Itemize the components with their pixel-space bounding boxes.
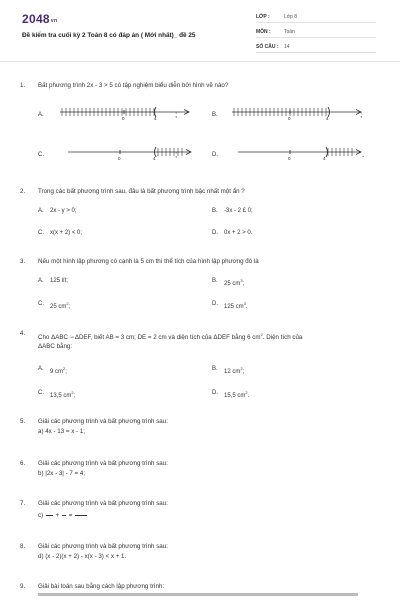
question-text-cutoff bbox=[38, 592, 378, 596]
meta-question-count bbox=[256, 44, 376, 53]
option-letter: C. bbox=[38, 301, 44, 307]
option-letter: A. bbox=[38, 278, 44, 284]
option-letter: C. bbox=[38, 152, 44, 158]
option-letter: C. bbox=[38, 390, 44, 396]
option-letter: A. bbox=[38, 366, 44, 372]
question-text: Giải các phương trình và bất phương trình sau: bbox=[38, 500, 168, 507]
tick-label-0: 0 bbox=[288, 156, 291, 161]
exponent: 2 bbox=[240, 366, 243, 371]
meta-value: Lớp 8 bbox=[284, 14, 298, 20]
page-header bbox=[0, 0, 400, 62]
option-letter: B. bbox=[212, 208, 218, 214]
tick-label-4: 4 bbox=[154, 116, 157, 121]
brand-name: 2048 bbox=[22, 12, 50, 26]
option-value: 2x - y > 0; bbox=[50, 208, 77, 214]
question-text-part: . Diện tích của bbox=[262, 334, 303, 342]
question-8 bbox=[20, 543, 380, 567]
separator: ; bbox=[360, 110, 363, 119]
question-7 bbox=[20, 500, 380, 528]
fraction-1 bbox=[45, 511, 54, 520]
tick-label-4: 4 bbox=[153, 156, 156, 161]
meta-label: LỚP : bbox=[256, 14, 270, 20]
question-text: Nếu một hình lập phương có cạnh là 5 cm thì thể tích của hình lập phương đó là bbox=[38, 258, 259, 265]
question-number: 6. bbox=[20, 460, 26, 467]
question-subpart: b) |2x - 3| - 7 = 4; bbox=[38, 470, 86, 477]
meta-value: Toán bbox=[284, 29, 295, 35]
option-letter: A. bbox=[38, 112, 44, 118]
question-9 bbox=[20, 583, 380, 600]
subpart-label: c) bbox=[38, 512, 44, 520]
option-end: . bbox=[247, 393, 250, 399]
option-letter: D. bbox=[212, 152, 218, 158]
question-number: 4. bbox=[20, 330, 26, 337]
question-number: 1. bbox=[20, 82, 26, 89]
separator: . bbox=[362, 150, 365, 159]
question-number: 5. bbox=[20, 418, 26, 425]
question-text: Bất phương trình 2x - 3 > 5 có tập nghiệm biểu diễn bởi hình vẽ nào? bbox=[38, 82, 229, 89]
separator: ; bbox=[175, 110, 178, 119]
question-6 bbox=[20, 460, 380, 484]
option-letter: C. bbox=[38, 230, 44, 236]
exponent: 2 bbox=[66, 301, 69, 306]
question-1 bbox=[20, 82, 380, 172]
number-line-d bbox=[234, 144, 364, 164]
question-text: Trong các bất phương trình sau, đâu là bất phương trình bậc nhất một ẩn ? bbox=[38, 188, 245, 195]
question-number: 9. bbox=[20, 583, 26, 590]
option-value: 12 cm bbox=[224, 369, 241, 375]
question-text: Giải bài toán sau bằng cách lập phương trình: bbox=[38, 583, 165, 590]
meta-subject bbox=[256, 29, 376, 38]
option-value: 125 cm bbox=[224, 304, 244, 310]
option-end: ; bbox=[242, 369, 245, 375]
option-end: ; bbox=[73, 393, 76, 399]
plus-sign: + bbox=[55, 512, 60, 520]
exponent: 3 bbox=[240, 278, 243, 283]
option-value: 25 cm bbox=[224, 281, 241, 287]
question-number: 8. bbox=[20, 543, 26, 550]
option-letter: B. bbox=[212, 278, 218, 284]
question-text-line2: ΔABC bằng: bbox=[38, 343, 73, 350]
fraction-2 bbox=[61, 511, 67, 520]
option-letter: D. bbox=[212, 390, 218, 396]
option-value: 0x + 2 > 0. bbox=[224, 230, 253, 236]
question-3 bbox=[20, 258, 380, 314]
meta-label: MÔN : bbox=[256, 29, 271, 35]
question-text: Giải các phương trình và bất phương trình sau: bbox=[38, 543, 168, 550]
option-end: . bbox=[245, 304, 248, 310]
tick-label-0: 0 bbox=[118, 156, 121, 161]
option-letter: B. bbox=[212, 112, 218, 118]
question-subpart: d) (x - 2)(x + 2) - x(x - 3) < x + 1. bbox=[38, 553, 127, 560]
option-value: 13,5 cm bbox=[50, 393, 72, 399]
question-number: 2. bbox=[20, 188, 26, 195]
option-end: ; bbox=[242, 281, 245, 287]
option-end: ; bbox=[65, 369, 67, 375]
tick-label-4: 4 bbox=[323, 156, 326, 161]
tick-label-4: 4 bbox=[326, 116, 329, 121]
exponent: 2 bbox=[260, 332, 263, 337]
question-5 bbox=[20, 418, 380, 442]
question-number: 7. bbox=[20, 500, 26, 507]
option-letter: D. bbox=[212, 301, 218, 307]
option-letter: D. bbox=[212, 230, 218, 236]
question-text-part: Cho ΔABC ∽ΔDEF, biết AB = 3 cm; DE = 2 cm và diện tích của ΔDEF bằng 6 cm bbox=[38, 334, 261, 342]
option-value: -3x - 2 £ 0; bbox=[224, 208, 253, 214]
meta-value: 14 bbox=[284, 44, 290, 50]
option-end: ; bbox=[68, 304, 71, 310]
question-text: Giải các phương trình và bất phương trình sau: bbox=[38, 460, 168, 467]
question-subpart: a) 4x - 13 = x - 1; bbox=[38, 428, 85, 435]
question-number: 3. bbox=[20, 258, 26, 265]
equals-sign: = bbox=[68, 512, 73, 520]
exam-title: Đề kiểm tra cuối kỳ 2 Toán 8 có đáp án ( Mới nhất)_ đề 25 bbox=[22, 32, 196, 39]
option-letter: A. bbox=[38, 208, 44, 214]
option-value: 25 cm bbox=[50, 304, 67, 310]
option-letter: B. bbox=[212, 366, 218, 372]
question-text: Giải các phương trình và bất phương trình sau: bbox=[38, 418, 168, 425]
question-2 bbox=[20, 188, 380, 244]
question-text bbox=[38, 332, 378, 342]
option-value: 125 lít; bbox=[50, 278, 69, 284]
separator: ; bbox=[175, 150, 178, 159]
brand-suffix: vn bbox=[50, 18, 58, 24]
fraction-3 bbox=[74, 511, 88, 520]
number-line-b bbox=[228, 104, 368, 124]
question-subpart bbox=[38, 511, 378, 520]
exponent: 2 bbox=[245, 390, 248, 395]
option-value: 15,5 cm bbox=[224, 393, 246, 399]
option-value: 9 cm bbox=[50, 369, 64, 375]
question-4 bbox=[20, 330, 380, 404]
exponent: 3 bbox=[243, 301, 246, 306]
meta-class bbox=[256, 14, 376, 23]
option-value: x(x + 2) < 0; bbox=[50, 230, 83, 236]
tick-label-0: 0 bbox=[288, 116, 291, 121]
meta-label: SỐ CÂU : bbox=[256, 44, 279, 50]
exponent: 2 bbox=[63, 366, 66, 371]
site-logo[interactable] bbox=[22, 12, 57, 27]
exponent: 2 bbox=[71, 390, 74, 395]
tick-label-0: 0 bbox=[122, 116, 125, 121]
